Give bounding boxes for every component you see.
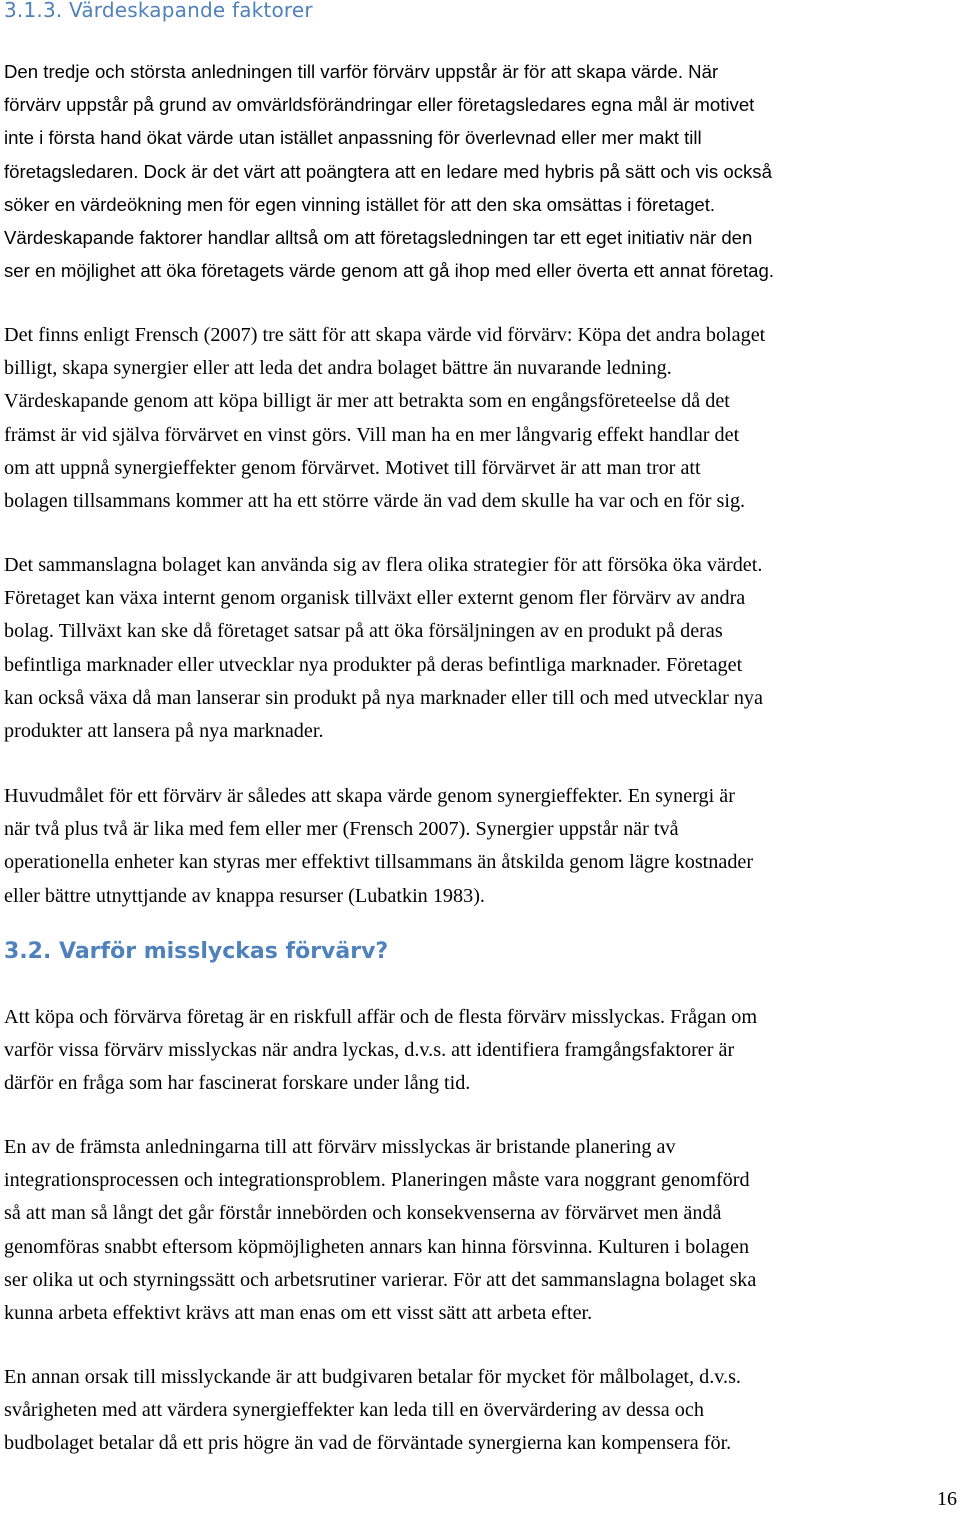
text-line: befintliga marknader eller utvecklar nya produkter på deras befintliga marknader. Företaget (4, 653, 743, 676)
text-line: varför vissa förvärv misslyckas när andra lyckas, d.v.s. att identifiera framgångsfaktorer är (4, 1039, 735, 1062)
page-number: 16 (937, 1488, 957, 1510)
text-line: genomföras snabbt eftersom köpmöjligheten annars kan hinna försvinna. Kulturen i bolagen (4, 1235, 750, 1258)
text-line: En av de främsta anledningarna till att förvärv misslyckas är bristande planering av (4, 1136, 676, 1158)
text-line: Företaget kan växa internt genom organisk tillväxt eller externt genom fler förvärv av andra (4, 587, 746, 610)
text-line: främst är vid själva förvärvet en vinst görs. Vill man ha en mer långvarig effekt handlar det (4, 423, 740, 446)
text-line: om att uppnå synergieffekter genom förvärvet. Motivet till förvärvet är att man tror att (4, 456, 701, 479)
paragraph-overpayment (4, 1361, 741, 1461)
text-line: billigt, skapa synergier eller att leda det andra bolaget bättre än nuvarande ledning. (4, 357, 672, 380)
text-line: när två plus två är lika med fem eller mer (Frensch 2007). Synergier uppstår när två (4, 818, 679, 841)
text-line: företagsledaren. Dock är det värt att poängtera att en ledare med hybris på sätt och vis också (4, 160, 772, 182)
text-line: budbolaget betalar då ett pris högre än vad de förväntade synergierna kan kompensera för. (4, 1432, 732, 1455)
text-line: söker en värdeökning men för egen vinning istället för att den ska omsättas i företaget. (4, 193, 716, 215)
text-line: ser en möjlighet att öka företagets värde genom att gå ihop med eller överta ett annat företag. (4, 260, 775, 282)
text-line: Att köpa och förvärva företag är en riskfull affär och de flesta förvärv misslyckas. Frågan om (4, 1006, 758, 1028)
text-line: Huvudmålet för ett förvärv är således att skapa värde genom synergieffekter. En synergi är (4, 785, 735, 807)
text-line: bolag. Tillväxt kan ske då företaget satsar på att öka försäljningen av en produkt på deras (4, 620, 723, 643)
text-line: Värdeskapande genom att köpa billigt är mer att betrakta som en engångsföreteelse då det (4, 390, 730, 413)
paragraph-frensch-three-ways (4, 319, 765, 518)
text-line: svårigheten med att värdera synergieffekter kan leda till en övervärdering av dessa och (4, 1399, 704, 1422)
section-heading-3-2: 3.2. Varför misslyckas förvärv? (4, 939, 389, 964)
section-heading-3-1-3: 3.1.3. Värdeskapande faktorer (4, 0, 313, 22)
text-line: Den tredje och största anledningen till varför förvärv uppstår är för att skapa värde. När (4, 61, 719, 82)
paragraph-integration-planning (4, 1131, 756, 1330)
text-line: kunna arbeta effektivt krävs att man enas om ett visst sätt att arbeta efter. (4, 1302, 593, 1325)
paragraph-synergy-goal (4, 780, 753, 913)
text-line: integrationsprocessen och integrationsproblem. Planeringen måste vara noggrant genomförd (4, 1169, 750, 1192)
text-line: Det sammanslagna bolaget kan använda sig av flera olika strategier för att försöka öka värdet. (4, 554, 763, 576)
text-line: produkter att lansera på nya marknader. (4, 720, 324, 743)
text-line: ser olika ut och styrningssätt och arbetsrutiner varierar. För att det sammanslagna bolaget ska (4, 1268, 757, 1291)
paragraph-value-creation-intro (4, 55, 774, 287)
text-line: eller bättre utnyttjande av knappa resurser (Lubatkin 1983). (4, 884, 485, 907)
text-line: kan också växa då man lanserar sin produkt på nya marknader eller till och med utvecklar nya (4, 686, 763, 709)
text-line: förvärv uppstår på grund av omvärldsförändringar eller företagsledares egna mål är motivet (4, 94, 755, 116)
text-line: därför en fråga som har fascinerat forskare under lång tid. (4, 1072, 471, 1095)
text-line: så att man så långt det går förstår innebörden och konsekvenserna av förvärvet men ändå (4, 1202, 722, 1225)
text-line: Värdeskapande faktorer handlar alltså om att företagsledningen tar ett eget initiativ när den (4, 227, 753, 249)
text-line: bolagen tillsammans kommer att ha ett större värde än vad dem skulle ha var och en för sig. (4, 490, 746, 513)
text-line: Det finns enligt Frensch (2007) tre sätt för att skapa värde vid förvärv: Köpa det andra bolaget (4, 324, 766, 346)
text-line: operationella enheter kan styras mer effektivt tillsammans än åtskilda genom lägre kostnader (4, 851, 754, 874)
text-line: inte i första hand ökat värde utan istället anpassning för överlevnad eller mer makt till (4, 127, 702, 149)
paragraph-growth-strategies (4, 549, 763, 748)
paragraph-risky-acquisitions (4, 1001, 757, 1101)
text-line: En annan orsak till misslyckande är att budgivaren betalar för mycket för målbolaget, d.v.s. (4, 1366, 741, 1388)
